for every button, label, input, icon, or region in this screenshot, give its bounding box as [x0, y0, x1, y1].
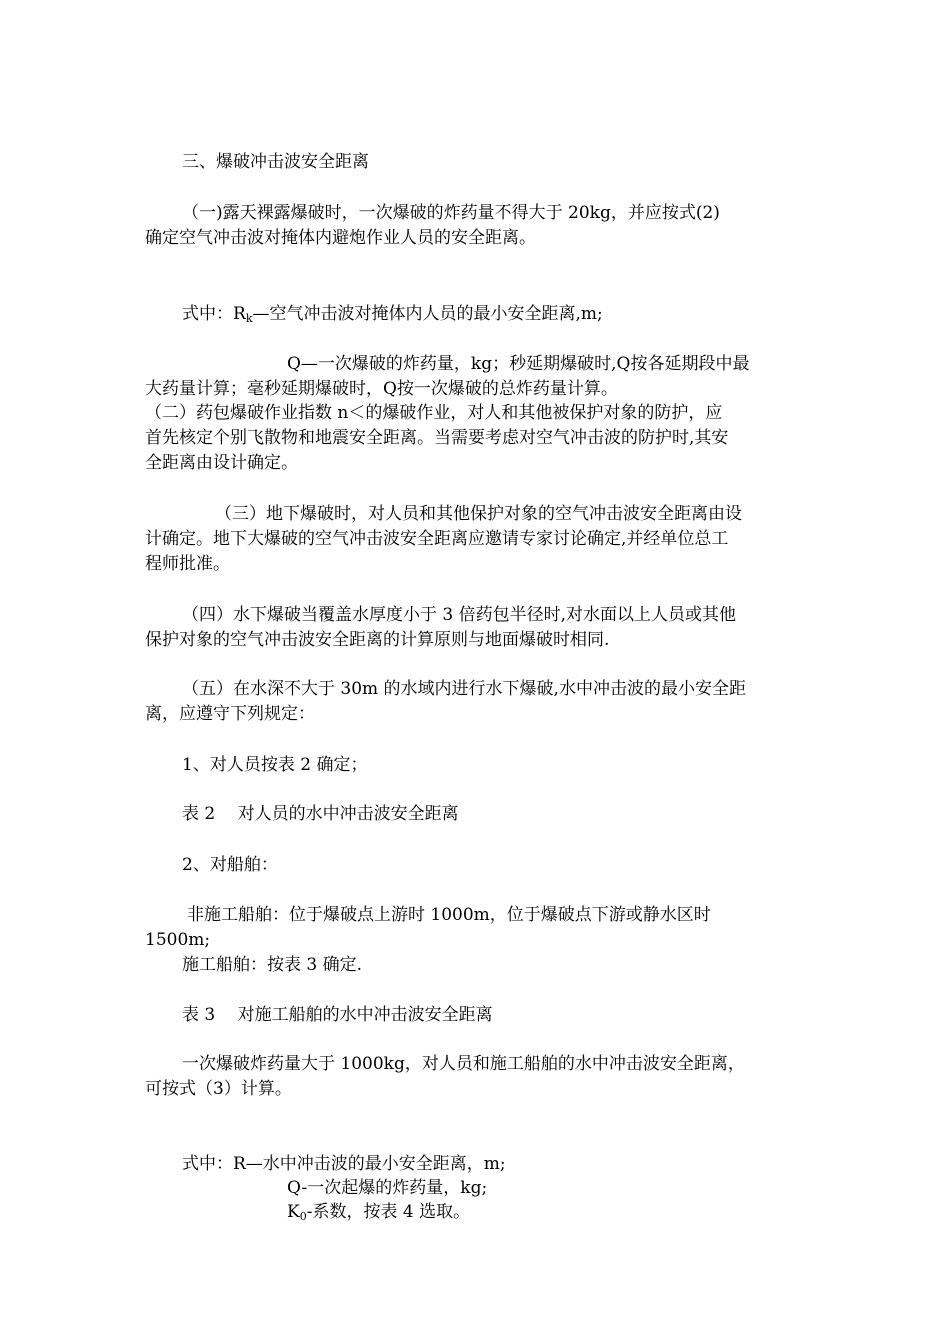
equation-2-rk-definition [182, 302, 603, 328]
paragraph-5-line-2: 离，应遵守下列规定： [145, 704, 315, 724]
rk-text: —空气冲击波对掩体内人员的最小安全距离,m; [252, 304, 603, 324]
rk-subscript: k [245, 312, 253, 325]
item-1-persons: 1、对人员按表 2 确定； [182, 755, 368, 775]
equation-3-q-definition: Q-一次起爆的炸药量，kg; [287, 1178, 488, 1198]
paragraph-3-line-2: 计确定。地下大爆破的空气冲击波安全距离应邀请专家讨论确定,并经单位总工 [145, 529, 729, 549]
ships-line-1: 非施工船舶：位于爆破点上游时 1000m，位于爆破点下游或静水区时 [187, 905, 711, 925]
paragraph-3-line-3: 程师批准。 [145, 554, 230, 574]
paragraph-6-line-1: 一次爆破炸药量大于 1000kg，对人员和施工船舶的水中冲击波安全距离， [182, 1054, 745, 1074]
table-2-caption: 表 2 对人员的水中冲击波安全距离 [182, 804, 459, 824]
equation-2-q-definition-line-2: 大药量计算；毫秒延期爆破时，Q按一次爆破的总炸药量计算。 [145, 379, 618, 399]
paragraph-2-line-3: 全距离由设计确定。 [145, 453, 298, 473]
ships-line-3: 施工船舶：按表 3 确定. [182, 955, 363, 975]
k0-prefix: K [287, 1202, 300, 1222]
paragraph-3-line-1: （三）地下爆破时，对人员和其他保护对象的空气冲击波安全距离由设 [215, 504, 742, 524]
paragraph-6-line-2: 可按式（3）计算。 [145, 1079, 292, 1099]
equation-3-r-definition: 式中：R—水中冲击波的最小安全距离，m; [182, 1154, 506, 1174]
table-3-caption: 表 3 对施工船舶的水中冲击波安全距离 [182, 1005, 493, 1025]
equation-3-k0-definition [287, 1200, 470, 1226]
item-2-ships: 2、对船舶： [182, 855, 278, 875]
paragraph-2-line-2: 首先核定个别飞散物和地震安全距离。当需要考虑对空气冲击波的防护时,其安 [145, 428, 729, 448]
k0-text: -系数，按表 4 选取。 [306, 1202, 471, 1222]
k0-subscript: 0 [299, 1210, 307, 1223]
paragraph-4-line-2: 保护对象的空气冲击波安全距离的计算原则与地面爆破时相同. [145, 630, 610, 650]
paragraph-1-line-2: 确定空气冲击波对掩体内避炮作业人员的安全距离。 [145, 228, 536, 248]
paragraph-2-line-1: （二）药包爆破作业指数 n＜的爆破作业，对人和其他被保护对象的防护，应 [145, 403, 723, 423]
equation-2-q-definition-line-1: Q—一次爆破的炸药量，kg；秒延期爆破时,Q按各延期段中最 [287, 354, 750, 374]
paragraph-4-line-1: （四）水下爆破当覆盖水厚度小于 3 倍药包半径时,对水面以上人员或其他 [182, 605, 737, 625]
ships-line-2: 1500m; [145, 930, 211, 950]
rk-prefix: 式中：R [182, 304, 246, 324]
paragraph-5-line-1: （五）在水深不大于 30m 的水域内进行水下爆破,水中冲击波的最小安全距 [182, 679, 746, 699]
section-heading: 三、爆破冲击波安全距离 [182, 152, 369, 172]
paragraph-1-line-1: （一)露天裸露爆破时，一次爆破的炸药量不得大于 20kg，并应按式(2) [182, 203, 720, 223]
